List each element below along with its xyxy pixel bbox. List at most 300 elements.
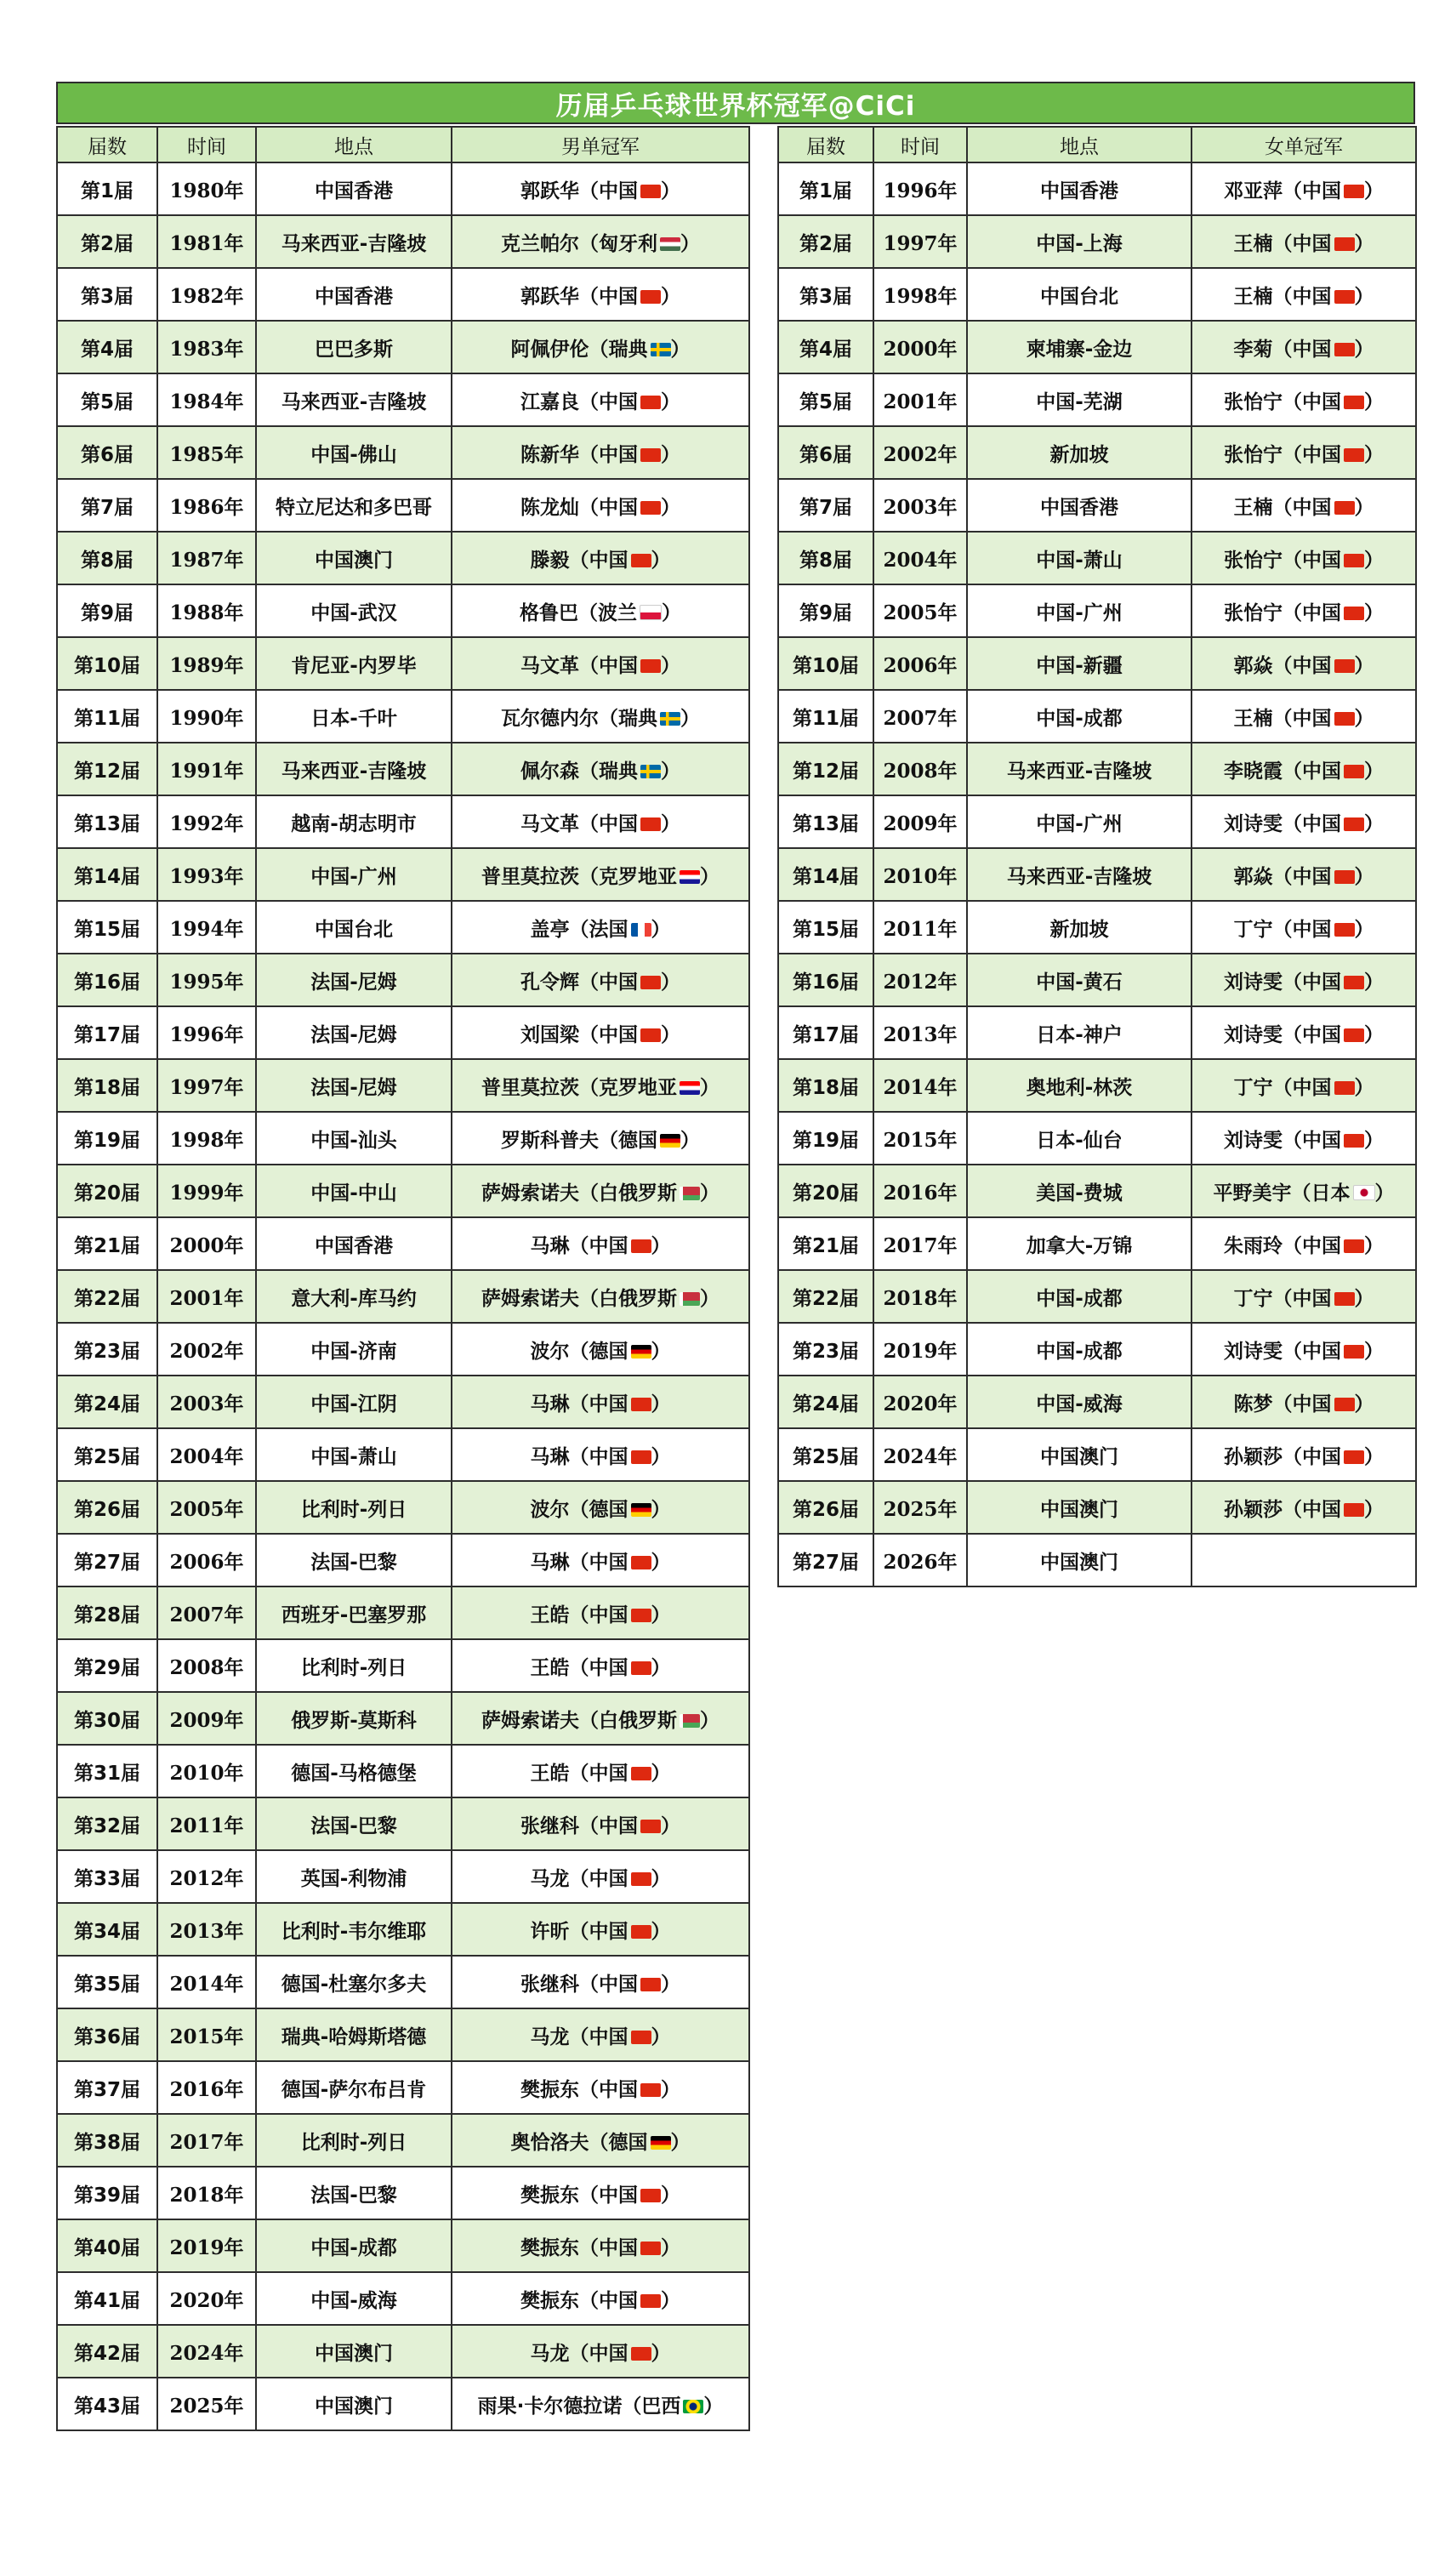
column-header-location: 地点 (967, 127, 1192, 162)
champion-cell (452, 2325, 749, 2378)
table-header-row (778, 127, 1416, 162)
champion-cell (452, 2008, 749, 2061)
champion-cell (452, 1270, 749, 1323)
year-cell: 2001年 (157, 1270, 256, 1323)
table-row (57, 479, 749, 532)
year-cell: 2012年 (873, 954, 967, 1006)
champion-name: 孔令辉（中国 (520, 971, 638, 994)
closing-paren: ） (1364, 812, 1384, 835)
year-cell: 2004年 (157, 1428, 256, 1481)
year-cell: 2010年 (873, 848, 967, 901)
champion-name: 王楠（中国 (1233, 496, 1332, 519)
location-cell: 中国澳门 (256, 2378, 452, 2430)
location-cell: 中国-黄石 (967, 954, 1192, 1006)
location-cell: 新加坡 (967, 426, 1192, 479)
location-cell: 新加坡 (967, 901, 1192, 954)
table-row (778, 373, 1416, 426)
column-header-location: 地点 (256, 127, 452, 162)
champion-cell (452, 1903, 749, 1956)
edition-cell: 第21届 (57, 1217, 157, 1270)
chn-flag-icon (1344, 817, 1364, 831)
closing-paren: ） (661, 496, 680, 519)
champion-cell (452, 2272, 749, 2325)
closing-paren: ） (661, 443, 680, 466)
table-row (778, 1323, 1416, 1376)
table-row (57, 1745, 749, 1797)
edition-cell: 第11届 (57, 690, 157, 743)
closing-paren: ） (700, 1709, 719, 1732)
champion-name: 张继科（中国 (520, 1814, 638, 1837)
year-cell: 1986年 (157, 479, 256, 532)
year-cell: 2007年 (157, 1586, 256, 1639)
champion-cell (452, 690, 749, 743)
year-cell: 1988年 (157, 584, 256, 637)
chn-flag-icon (640, 2242, 661, 2255)
chn-flag-icon (1334, 870, 1355, 884)
chn-flag-icon (1344, 396, 1364, 409)
closing-paren: ） (1364, 390, 1384, 413)
champion-name: 孙颖莎（中国 (1224, 1498, 1341, 1521)
table-row (57, 901, 749, 954)
column-header-champion: 男单冠军 (452, 127, 749, 162)
edition-cell: 第25届 (57, 1428, 157, 1481)
table-row (57, 1428, 749, 1481)
champion-cell (452, 1112, 749, 1165)
year-cell: 2014年 (157, 1956, 256, 2008)
closing-paren: ） (661, 2236, 680, 2259)
year-cell: 2017年 (157, 2114, 256, 2167)
chn-flag-icon (631, 1398, 651, 1411)
table-row (778, 637, 1416, 690)
chn-flag-icon (631, 2347, 651, 2361)
champion-name: 张怡宁（中国 (1224, 549, 1341, 572)
year-cell: 1989年 (157, 637, 256, 690)
edition-cell: 第42届 (57, 2325, 157, 2378)
chn-flag-icon (640, 1978, 661, 1991)
year-cell: 2000年 (873, 321, 967, 373)
year-cell: 1998年 (157, 1112, 256, 1165)
year-cell: 1982年 (157, 268, 256, 321)
year-cell: 2006年 (873, 637, 967, 690)
table-row (57, 268, 749, 321)
edition-cell: 第27届 (778, 1534, 873, 1586)
champion-name: 丁宁（中国 (1233, 918, 1332, 941)
chn-flag-icon (631, 1450, 651, 1464)
chn-flag-icon (1334, 290, 1355, 304)
closing-paren: ） (651, 1656, 671, 1679)
closing-paren: ） (661, 971, 680, 994)
chn-flag-icon (640, 396, 661, 409)
location-cell: 中国-广州 (967, 584, 1192, 637)
champion-cell (1192, 584, 1416, 637)
location-cell: 日本-千叶 (256, 690, 452, 743)
table-row (778, 268, 1416, 321)
closing-paren: ） (1364, 179, 1384, 202)
champion-cell (452, 2167, 749, 2219)
closing-paren: ） (651, 1867, 671, 1890)
champion-cell (1192, 1323, 1416, 1376)
location-cell: 奥地利-林茨 (967, 1059, 1192, 1112)
champion-cell (452, 1165, 749, 1217)
closing-paren: ） (1364, 971, 1384, 994)
chn-flag-icon (640, 1820, 661, 1833)
table-row (778, 1481, 1416, 1534)
table-row (778, 1270, 1416, 1323)
edition-cell: 第38届 (57, 2114, 157, 2167)
swe-flag-icon (651, 343, 671, 356)
closing-paren: ） (651, 1762, 671, 1785)
champion-name: 丁宁（中国 (1233, 1287, 1332, 1310)
location-cell: 中国-佛山 (256, 426, 452, 479)
closing-paren: ） (661, 760, 680, 783)
edition-cell: 第35届 (57, 1956, 157, 2008)
champion-name: 樊振东（中国 (520, 2184, 638, 2207)
champion-name: 格鲁巴（波兰 (520, 601, 637, 624)
location-cell: 德国-萨尔布吕肯 (256, 2061, 452, 2114)
closing-paren: ） (680, 232, 700, 255)
year-cell: 1985年 (157, 426, 256, 479)
edition-cell: 第7届 (57, 479, 157, 532)
champion-name: 瓦尔德内尔（瑞典 (501, 707, 657, 730)
closing-paren: ） (1354, 707, 1374, 730)
champion-name: 陈龙灿（中国 (520, 496, 638, 519)
champion-cell (452, 2061, 749, 2114)
location-cell: 法国-尼姆 (256, 1006, 452, 1059)
table-row (57, 1639, 749, 1692)
champion-cell (1192, 373, 1416, 426)
edition-cell: 第4届 (57, 321, 157, 373)
table-row (778, 1006, 1416, 1059)
champion-name: 盖亭（法国 (530, 918, 628, 941)
year-cell: 2016年 (157, 2061, 256, 2114)
table-row (778, 848, 1416, 901)
closing-paren: ） (1354, 232, 1374, 255)
location-cell: 中国-芜湖 (967, 373, 1192, 426)
closing-paren: ） (1364, 760, 1384, 783)
location-cell: 巴巴多斯 (256, 321, 452, 373)
champion-cell (452, 637, 749, 690)
location-cell: 中国香港 (256, 268, 452, 321)
location-cell: 俄罗斯-莫斯科 (256, 1692, 452, 1745)
cro-flag-icon (680, 870, 700, 884)
location-cell: 中国香港 (967, 162, 1192, 215)
edition-cell: 第29届 (57, 1639, 157, 1692)
table-row (57, 690, 749, 743)
closing-paren: ） (1354, 918, 1374, 941)
champion-cell (1192, 215, 1416, 268)
edition-cell: 第9届 (778, 584, 873, 637)
chn-flag-icon (1334, 237, 1355, 251)
champion-cell (1192, 479, 1416, 532)
champion-cell (452, 268, 749, 321)
closing-paren: ） (661, 654, 680, 677)
champion-name: 樊振东（中国 (520, 2078, 638, 2101)
champion-name: 孙颖莎（中国 (1224, 1445, 1341, 1468)
table-row (778, 215, 1416, 268)
location-cell: 中国-威海 (256, 2272, 452, 2325)
edition-cell: 第19届 (778, 1112, 873, 1165)
location-cell: 中国-萧山 (967, 532, 1192, 584)
year-cell: 1990年 (157, 690, 256, 743)
closing-paren: ） (651, 918, 671, 941)
champion-cell (452, 848, 749, 901)
champion-cell (452, 1376, 749, 1428)
jpn-flag-icon (1353, 1185, 1375, 1200)
location-cell: 中国香港 (967, 479, 1192, 532)
location-cell: 马来西亚-吉隆坡 (256, 373, 452, 426)
closing-paren: ） (651, 1498, 671, 1521)
chn-flag-icon (1344, 554, 1364, 567)
champion-name: 阿佩伊伦（瑞典 (510, 338, 648, 361)
champion-cell (452, 2114, 749, 2167)
table-row (57, 1006, 749, 1059)
closing-paren: ） (651, 1393, 671, 1416)
chn-flag-icon (640, 290, 661, 304)
champion-cell (452, 1797, 749, 1850)
column-header-edition: 届数 (57, 127, 157, 162)
location-cell: 英国-利物浦 (256, 1850, 452, 1903)
champion-cell (1192, 743, 1416, 795)
year-cell: 2005年 (157, 1481, 256, 1534)
edition-cell: 第25届 (778, 1428, 873, 1481)
champion-name: 波尔（德国 (530, 1498, 628, 1521)
year-cell: 2020年 (157, 2272, 256, 2325)
location-cell: 德国-杜塞尔多夫 (256, 1956, 452, 2008)
champion-cell (452, 479, 749, 532)
year-cell: 2006年 (157, 1534, 256, 1586)
champion-cell (1192, 1270, 1416, 1323)
location-cell: 中国-中山 (256, 1165, 452, 1217)
edition-cell: 第18届 (778, 1059, 873, 1112)
table-row (57, 1059, 749, 1112)
location-cell: 中国澳门 (967, 1534, 1192, 1586)
edition-cell: 第26届 (778, 1481, 873, 1534)
edition-cell: 第1届 (57, 162, 157, 215)
edition-cell: 第27届 (57, 1534, 157, 1586)
year-cell: 2016年 (873, 1165, 967, 1217)
chn-flag-icon (640, 448, 661, 462)
year-cell: 2018年 (873, 1270, 967, 1323)
champion-name: 刘诗雯（中国 (1224, 1129, 1341, 1152)
table-row (778, 1059, 1416, 1112)
table-row (57, 1481, 749, 1534)
closing-paren: ） (1364, 601, 1384, 624)
edition-cell: 第24届 (778, 1376, 873, 1428)
location-cell: 中国-成都 (256, 2219, 452, 2272)
column-header-edition: 届数 (778, 127, 873, 162)
champion-name: 刘诗雯（中国 (1224, 1023, 1341, 1046)
chn-flag-icon (1334, 1398, 1355, 1411)
edition-cell: 第31届 (57, 1745, 157, 1797)
champion-name: 王皓（中国 (530, 1762, 628, 1785)
champion-cell (452, 1534, 749, 1586)
champion-cell (1192, 637, 1416, 690)
table-row (778, 1376, 1416, 1428)
closing-paren: ） (1354, 654, 1374, 677)
closing-paren: ） (1364, 1023, 1384, 1046)
champion-cell (1192, 795, 1416, 848)
champion-name: 萨姆索诺夫（白俄罗斯 (481, 1709, 677, 1732)
edition-cell: 第23届 (57, 1323, 157, 1376)
year-cell: 2011年 (873, 901, 967, 954)
chn-flag-icon (631, 1872, 651, 1886)
table-row (57, 1376, 749, 1428)
closing-paren: ） (661, 1814, 680, 1837)
chn-flag-icon (631, 1556, 651, 1569)
edition-cell: 第8届 (57, 532, 157, 584)
year-cell: 2002年 (157, 1323, 256, 1376)
year-cell: 2009年 (157, 1692, 256, 1745)
champion-name: 马琳（中国 (530, 1551, 628, 1574)
year-cell: 1981年 (157, 215, 256, 268)
location-cell: 法国-尼姆 (256, 954, 452, 1006)
location-cell: 日本-神户 (967, 1006, 1192, 1059)
champion-name: 马琳（中国 (530, 1234, 628, 1257)
table-row (57, 426, 749, 479)
location-cell: 中国-成都 (967, 1323, 1192, 1376)
edition-cell: 第10届 (778, 637, 873, 690)
closing-paren: ） (1354, 285, 1374, 308)
location-cell: 中国-威海 (967, 1376, 1192, 1428)
closing-paren: ） (700, 1287, 719, 1310)
table-row (778, 426, 1416, 479)
table-row (57, 2378, 749, 2430)
edition-cell: 第5届 (57, 373, 157, 426)
champion-name: 樊振东（中国 (520, 2289, 638, 2312)
location-cell: 马来西亚-吉隆坡 (967, 848, 1192, 901)
closing-paren: ） (651, 1920, 671, 1943)
chn-flag-icon (1344, 448, 1364, 462)
table-row (57, 1217, 749, 1270)
champion-cell (1192, 1428, 1416, 1481)
edition-cell: 第8届 (778, 532, 873, 584)
chn-flag-icon (631, 1661, 651, 1675)
champion-name: 佩尔森（瑞典 (520, 760, 638, 783)
year-cell: 1992年 (157, 795, 256, 848)
champion-name: 陈梦（中国 (1233, 1393, 1332, 1416)
year-cell: 2018年 (157, 2167, 256, 2219)
year-cell: 2007年 (873, 690, 967, 743)
edition-cell: 第36届 (57, 2008, 157, 2061)
champion-name: 李晓霞（中国 (1224, 760, 1341, 783)
table-row (57, 1692, 749, 1745)
champion-name: 马龙（中国 (530, 1867, 628, 1890)
table-row (778, 162, 1416, 215)
champion-cell (452, 1428, 749, 1481)
champion-name: 刘诗雯（中国 (1224, 812, 1341, 835)
location-cell: 中国澳门 (256, 532, 452, 584)
champion-name: 马文革（中国 (520, 654, 638, 677)
year-cell: 1995年 (157, 954, 256, 1006)
year-cell: 2011年 (157, 1797, 256, 1850)
closing-paren: ） (651, 1445, 671, 1468)
location-cell: 中国澳门 (967, 1481, 1192, 1534)
chn-flag-icon (1334, 923, 1355, 937)
table-row (57, 795, 749, 848)
champion-name: 刘诗雯（中国 (1224, 971, 1341, 994)
champion-cell (1192, 1059, 1416, 1112)
year-cell: 1996年 (873, 162, 967, 215)
table-row (57, 373, 749, 426)
closing-paren: ） (661, 179, 680, 202)
year-cell: 2025年 (873, 1481, 967, 1534)
closing-paren: ） (680, 707, 700, 730)
location-cell: 比利时-列日 (256, 1481, 452, 1534)
column-header-champion: 女单冠军 (1192, 127, 1416, 162)
year-cell: 2005年 (873, 584, 967, 637)
closing-paren: ） (661, 285, 680, 308)
edition-cell: 第20届 (57, 1165, 157, 1217)
closing-paren: ） (670, 338, 691, 361)
closing-paren: ） (1374, 1182, 1395, 1205)
edition-cell: 第13届 (57, 795, 157, 848)
champion-name: 郭跃华（中国 (520, 285, 638, 308)
chn-flag-icon (1344, 1503, 1364, 1517)
edition-cell: 第2届 (57, 215, 157, 268)
champion-name: 普里莫拉茨（克罗地亚 (481, 1076, 677, 1099)
edition-cell: 第16届 (778, 954, 873, 1006)
champion-name: 刘国梁（中国 (520, 1023, 638, 1046)
location-cell: 日本-仙台 (967, 1112, 1192, 1165)
chn-flag-icon (1344, 1450, 1364, 1464)
swe-flag-icon (640, 765, 661, 778)
chn-flag-icon (640, 817, 661, 831)
edition-cell: 第22届 (57, 1270, 157, 1323)
champion-cell (452, 1586, 749, 1639)
year-cell: 1993年 (157, 848, 256, 901)
table-row (57, 2167, 749, 2219)
champion-name: 平野美宇（日本 (1213, 1182, 1351, 1205)
champion-cell (452, 584, 749, 637)
edition-cell: 第12届 (57, 743, 157, 795)
champion-name: 张怡宁（中国 (1224, 390, 1341, 413)
champion-cell (452, 1639, 749, 1692)
champion-cell (1192, 690, 1416, 743)
year-cell: 2003年 (873, 479, 967, 532)
edition-cell: 第32届 (57, 1797, 157, 1850)
location-cell: 比利时-列日 (256, 2114, 452, 2167)
champion-name: 奥恰洛夫（德国 (510, 2131, 648, 2154)
closing-paren: ） (1354, 338, 1374, 361)
chn-flag-icon (1344, 1028, 1364, 1042)
closing-paren: ） (661, 1023, 680, 1046)
year-cell: 2008年 (873, 743, 967, 795)
men-champions-table (56, 126, 750, 2431)
champion-name: 滕毅（中国 (530, 549, 628, 572)
table-row (778, 690, 1416, 743)
chn-flag-icon (1334, 1292, 1355, 1306)
chn-flag-icon (1344, 1134, 1364, 1148)
chn-flag-icon (640, 2189, 661, 2202)
edition-cell: 第21届 (778, 1217, 873, 1270)
bra-flag-icon (683, 2400, 703, 2413)
location-cell: 意大利-库马约 (256, 1270, 452, 1323)
edition-cell: 第14届 (57, 848, 157, 901)
table-row (778, 795, 1416, 848)
edition-cell: 第17届 (778, 1006, 873, 1059)
table-row (778, 954, 1416, 1006)
champion-cell (452, 321, 749, 373)
year-cell: 1984年 (157, 373, 256, 426)
closing-paren: ） (651, 1234, 671, 1257)
champion-name: 郭焱（中国 (1233, 865, 1332, 888)
year-cell: 2024年 (157, 2325, 256, 2378)
champion-cell (1192, 1481, 1416, 1534)
champion-name: 邓亚萍（中国 (1224, 179, 1341, 202)
champion-name: 马龙（中国 (530, 2342, 628, 2365)
swe-flag-icon (660, 712, 680, 726)
table-row (57, 2008, 749, 2061)
